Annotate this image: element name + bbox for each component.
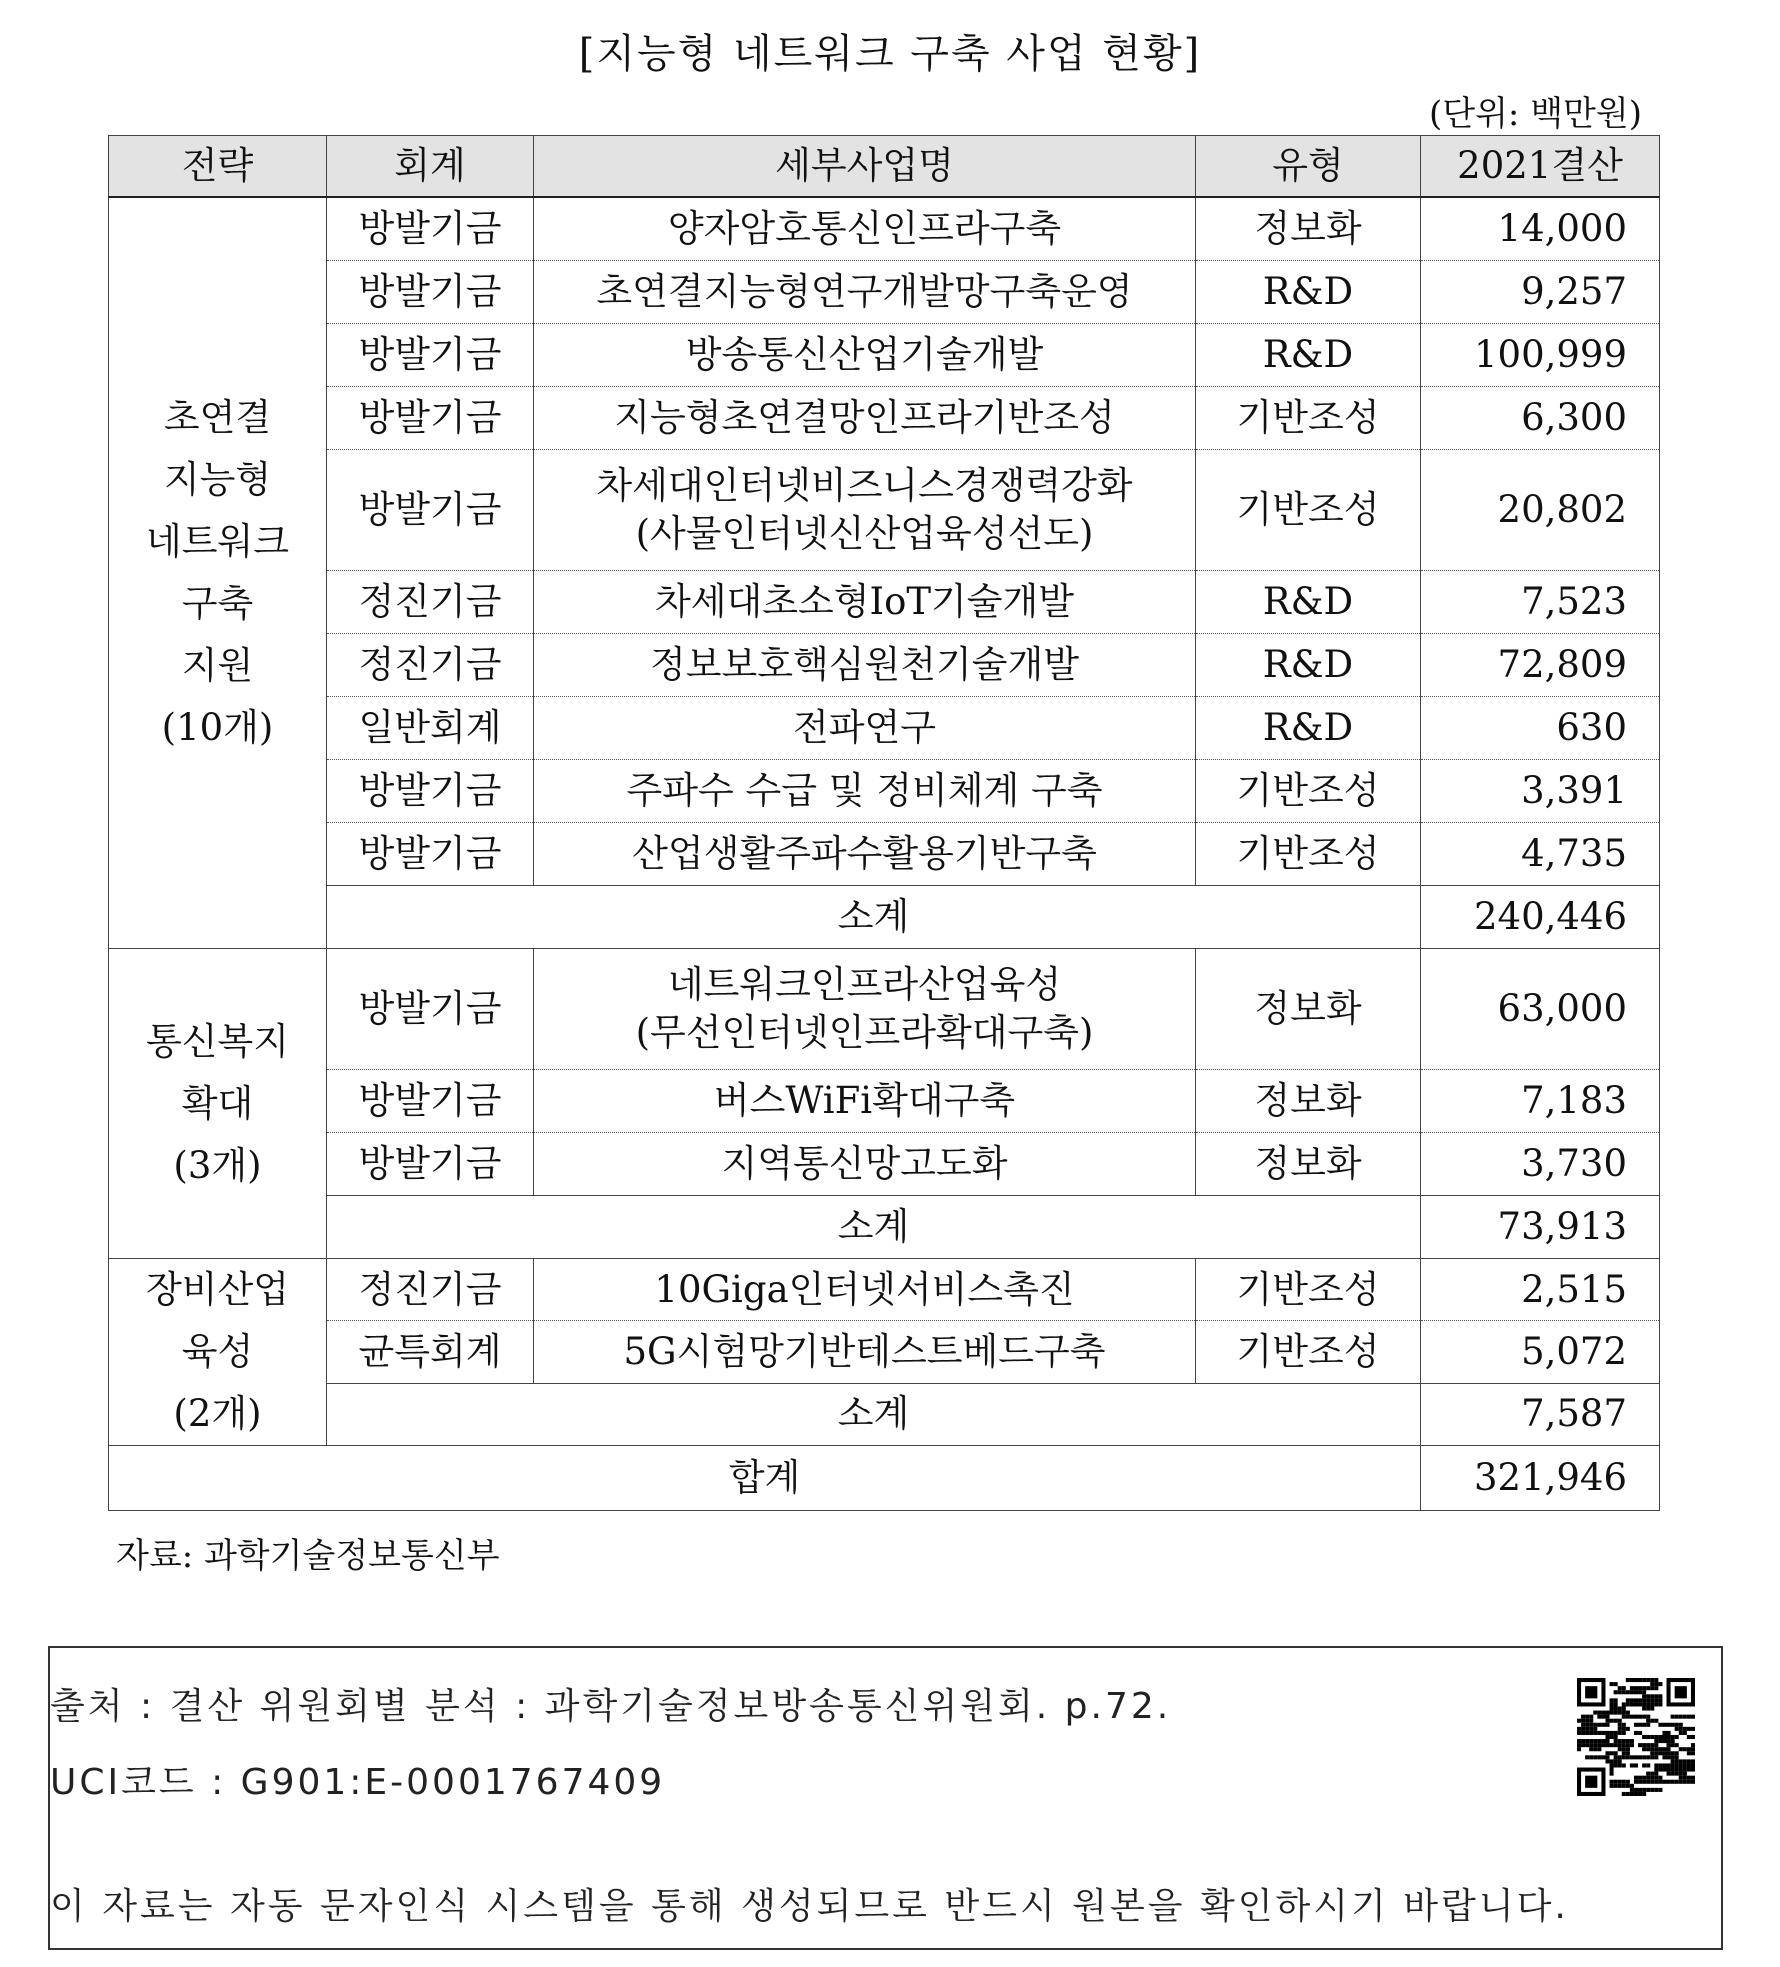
amount-cell: 5,072: [1421, 1321, 1660, 1383]
account-cell: 방발기금: [327, 1133, 534, 1196]
amount-cell: 9,257: [1421, 261, 1660, 324]
amount-cell: 630: [1421, 697, 1660, 760]
account-cell: 정진기금: [327, 571, 534, 634]
table-row: [109, 949, 1660, 1070]
type-cell: R&D: [1196, 261, 1421, 324]
footer-box: [48, 1646, 1723, 1950]
type-cell: 기반조성: [1196, 1321, 1421, 1383]
strategy-cell: 장비산업 육성 (2개): [109, 1259, 327, 1446]
project-name-cell: 정보보호핵심원천기술개발: [534, 634, 1196, 697]
citation-line: 출처 : 결산 위원회별 분석 : 과학기술정보방송통신위원회. p.72.: [50, 1686, 1172, 1727]
qr-code-icon: [1577, 1678, 1695, 1796]
account-cell: 방발기금: [327, 261, 534, 324]
project-name-cell: 지역통신망고도화: [534, 1133, 1196, 1196]
subtotal-amount: 7,587: [1421, 1383, 1660, 1445]
subtotal-label: 소계: [327, 1196, 1421, 1259]
amount-cell: 63,000: [1421, 949, 1660, 1070]
amount-cell: 100,999: [1421, 324, 1660, 387]
table-row: [109, 697, 1660, 760]
table-row: [109, 1321, 1660, 1383]
type-cell: R&D: [1196, 634, 1421, 697]
type-cell: 기반조성: [1196, 450, 1421, 571]
project-name-cell: 전파연구: [534, 697, 1196, 760]
account-cell: 일반회계: [327, 697, 534, 760]
type-cell: R&D: [1196, 697, 1421, 760]
table-row: [109, 1259, 1660, 1321]
table-row: [109, 571, 1660, 634]
table-row: [109, 634, 1660, 697]
notice-line: 이 자료는 자동 문자인식 시스템을 통해 생성되므로 반드시 원본을 확인하시기 바랍니다.: [50, 1886, 1569, 1927]
table-row: [109, 760, 1660, 823]
account-cell: 방발기금: [327, 450, 534, 571]
type-cell: 정보화: [1196, 1070, 1421, 1133]
amount-cell: 72,809: [1421, 634, 1660, 697]
table-row: [109, 387, 1660, 450]
table-row: [109, 823, 1660, 886]
header-account: 회계: [327, 136, 534, 198]
type-cell: 정보화: [1196, 949, 1421, 1070]
subtotal-amount: 73,913: [1421, 1196, 1660, 1259]
amount-cell: 7,523: [1421, 571, 1660, 634]
type-cell: 기반조성: [1196, 760, 1421, 823]
account-cell: 방발기금: [327, 197, 534, 261]
header-amount: 2021결산: [1421, 136, 1660, 198]
total-row: [109, 1446, 1660, 1511]
subtotal-row: [109, 886, 1660, 949]
subtotal-label: 소계: [327, 1383, 1421, 1445]
type-cell: 기반조성: [1196, 1259, 1421, 1321]
table-row: [109, 324, 1660, 387]
unit-label: (단위: 백만원): [1428, 94, 1642, 134]
project-name-cell: 5G시험망기반테스트베드구축: [534, 1321, 1196, 1383]
project-name-cell: 10Giga인터넷서비스촉진: [534, 1259, 1196, 1321]
amount-cell: 7,183: [1421, 1070, 1660, 1133]
amount-cell: 14,000: [1421, 197, 1660, 261]
table-row: [109, 450, 1660, 571]
total-amount: 321,946: [1421, 1446, 1660, 1511]
budget-table: [108, 135, 1660, 1511]
uci-line: UCI코드 : G901:E-0001767409: [50, 1762, 666, 1803]
project-name-cell: 차세대인터넷비즈니스경쟁력강화 (사물인터넷신산업육성선도): [534, 450, 1196, 571]
subtotal-label: 소계: [327, 886, 1421, 949]
amount-cell: 6,300: [1421, 387, 1660, 450]
table-row: [109, 1133, 1660, 1196]
project-name-cell: 네트워크인프라산업육성 (무선인터넷인프라확대구축): [534, 949, 1196, 1070]
type-cell: R&D: [1196, 324, 1421, 387]
account-cell: 방발기금: [327, 760, 534, 823]
amount-cell: 2,515: [1421, 1259, 1660, 1321]
strategy-cell: 초연결 지능형 네트워크 구축 지원 (10개): [109, 197, 327, 949]
account-cell: 방발기금: [327, 324, 534, 387]
project-name-cell: 지능형초연결망인프라기반조성: [534, 387, 1196, 450]
account-cell: 방발기금: [327, 387, 534, 450]
strategy-cell: 통신복지 확대 (3개): [109, 949, 327, 1259]
project-name-cell: 주파수 수급 및 정비체계 구축: [534, 760, 1196, 823]
type-cell: R&D: [1196, 571, 1421, 634]
amount-cell: 20,802: [1421, 450, 1660, 571]
account-cell: 방발기금: [327, 823, 534, 886]
subtotal-row: [109, 1196, 1660, 1259]
type-cell: 기반조성: [1196, 387, 1421, 450]
account-cell: 정진기금: [327, 634, 534, 697]
amount-cell: 3,730: [1421, 1133, 1660, 1196]
table-row: [109, 261, 1660, 324]
account-cell: 정진기금: [327, 1259, 534, 1321]
header-type: 유형: [1196, 136, 1421, 198]
total-label: 합계: [109, 1446, 1421, 1511]
project-name-cell: 버스WiFi확대구축: [534, 1070, 1196, 1133]
project-name-cell: 양자암호통신인프라구축: [534, 197, 1196, 261]
table-row: [109, 197, 1660, 261]
amount-cell: 3,391: [1421, 760, 1660, 823]
type-cell: 정보화: [1196, 1133, 1421, 1196]
project-name-cell: 방송통신산업기술개발: [534, 324, 1196, 387]
table-title: [지능형 네트워크 구축 사업 현황]: [578, 31, 1202, 77]
project-name-cell: 산업생활주파수활용기반구축: [534, 823, 1196, 886]
project-name-cell: 초연결지능형연구개발망구축운영: [534, 261, 1196, 324]
table-header-row: [109, 136, 1660, 198]
subtotal-amount: 240,446: [1421, 886, 1660, 949]
subtotal-row: [109, 1383, 1660, 1445]
amount-cell: 4,735: [1421, 823, 1660, 886]
project-name-cell: 차세대초소형IoT기술개발: [534, 571, 1196, 634]
data-source: 자료: 과학기술정보통신부: [116, 1536, 500, 1576]
type-cell: 기반조성: [1196, 823, 1421, 886]
header-project-name: 세부사업명: [534, 136, 1196, 198]
type-cell: 정보화: [1196, 197, 1421, 261]
table-row: [109, 1070, 1660, 1133]
account-cell: 방발기금: [327, 1070, 534, 1133]
account-cell: 균특회계: [327, 1321, 534, 1383]
account-cell: 방발기금: [327, 949, 534, 1070]
header-strategy: 전략: [109, 136, 327, 198]
